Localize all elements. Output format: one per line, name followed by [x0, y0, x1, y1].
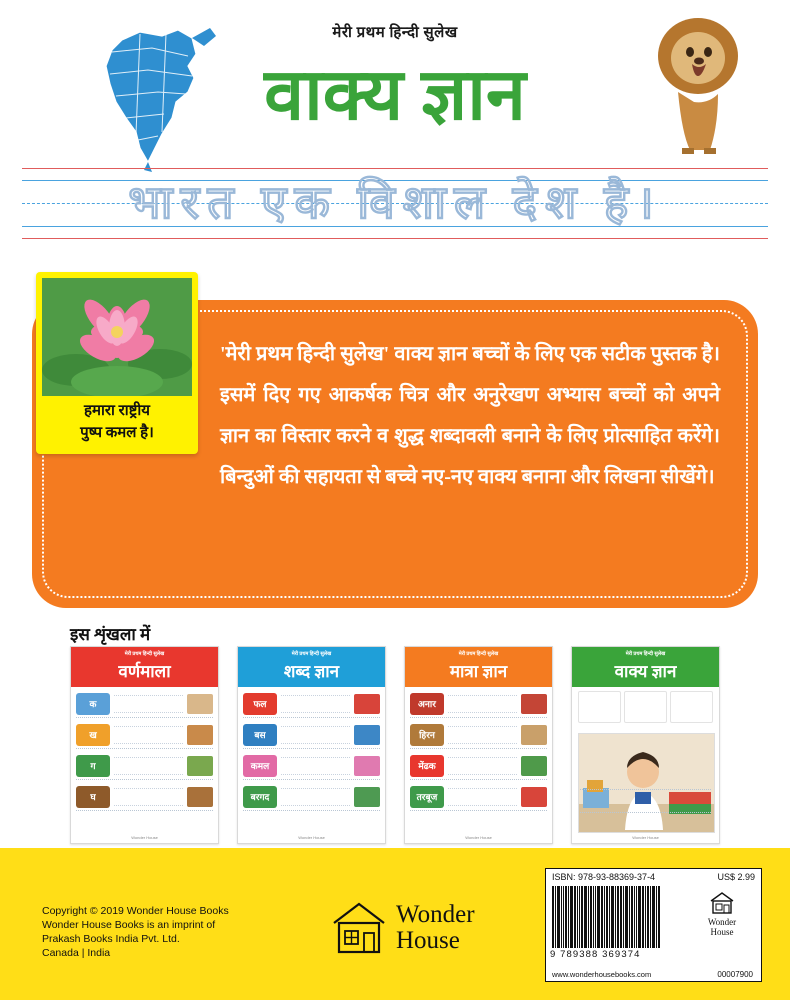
book-title: मात्रा ज्ञान	[449, 662, 508, 681]
rule-line-top	[22, 168, 768, 169]
book-footer: Wonder House	[632, 835, 659, 840]
book-title: वाक्य ज्ञान	[614, 662, 677, 681]
isbn-brand	[689, 891, 755, 937]
book-row	[243, 783, 380, 811]
trace-sentence: भारत एक विशाल देश है।	[128, 177, 662, 228]
description-text: 'मेरी प्रथम हिन्दी सुलेख' वाक्य ज्ञान बच्चों के लिए एक सटीक पुस्तक है। इसमें दिए गए आकर्षक चित्र और अनुरेखण अभ्यास बच्चों को अपने ज्ञान का विस्तार करने व शुद्ध शब्दावली बनाने के लिए प्रोत्साहित करेंगे। बिन्दुओं की सहायता से बच्चे नए-नए वाक्य बनाना और लिखना सीखेंगे।	[220, 343, 720, 488]
page-title: वाक्य ज्ञान	[264, 55, 526, 135]
isbn-box	[545, 868, 762, 982]
book-practice-lines	[448, 726, 517, 744]
book-thumb	[187, 787, 213, 807]
house-logo-icon	[709, 891, 735, 915]
book-header	[238, 647, 385, 687]
list-item[interactable]	[237, 646, 386, 844]
book-title: वर्णमाला	[118, 662, 171, 681]
book-footer: Wonder House	[298, 835, 325, 840]
series-line: मेरी प्रथम हिन्दी सुलेख	[332, 25, 458, 41]
lotus-caption-line1: हमारा राष्ट्रीय	[84, 403, 150, 419]
book-mini-cards	[578, 691, 713, 723]
lotus-caption	[36, 400, 198, 444]
book-practice-lines	[448, 757, 517, 775]
publisher-name	[396, 902, 475, 954]
book-row	[76, 690, 213, 718]
book-thumb	[521, 725, 547, 745]
mini-card	[578, 691, 621, 723]
book-series-label: मेरी प्रथम हिन्दी सुलेख	[625, 652, 666, 657]
book-thumb	[354, 725, 380, 745]
book-thumb	[187, 725, 213, 745]
book-chip: घ	[76, 786, 110, 808]
book-chip: बस	[243, 724, 277, 746]
publisher-name-line2: House	[396, 927, 460, 954]
book-chip: मेंढक	[410, 755, 444, 777]
book-row	[410, 690, 547, 718]
book-chip: ग	[76, 755, 110, 777]
header-section	[0, 0, 790, 250]
book-practice-lines	[448, 788, 517, 806]
book-practice-lines	[114, 726, 183, 744]
book-thumb	[187, 694, 213, 714]
series-book-list	[70, 646, 720, 842]
mini-card	[670, 691, 713, 723]
book-row	[410, 721, 547, 749]
book-thumb	[354, 694, 380, 714]
book-chip: बरगद	[243, 786, 277, 808]
copyright-block	[42, 904, 229, 960]
copyright-line: Copyright © 2019 Wonder House Books	[42, 905, 229, 917]
copyright-line: Prakash Books India Pvt. Ltd.	[42, 933, 180, 945]
list-item[interactable]	[571, 646, 720, 844]
house-logo-icon	[330, 901, 388, 955]
lotus-flower-photo	[42, 278, 192, 396]
book-thumb	[354, 787, 380, 807]
book-body	[71, 687, 218, 827]
book-row	[243, 690, 380, 718]
book-footer: Wonder House	[131, 835, 158, 840]
isbn-brand-line2: House	[710, 927, 734, 937]
book-chip: क	[76, 693, 110, 715]
book-practice-lines	[281, 788, 350, 806]
list-item[interactable]	[70, 646, 219, 844]
book-row	[410, 752, 547, 780]
book-series-label: मेरी प्रथम हिन्दी सुलेख	[458, 652, 499, 657]
book-chip: फल	[243, 693, 277, 715]
lotus-card	[36, 272, 198, 454]
book-chip: अनार	[410, 693, 444, 715]
publisher-name-line1: Wonder	[396, 901, 475, 928]
book-series-label: मेरी प्रथम हिन्दी सुलेख	[291, 652, 332, 657]
book-practice-lines	[580, 789, 711, 813]
book-series-label: मेरी प्रथम हिन्दी सुलेख	[124, 652, 165, 657]
book-thumb	[521, 694, 547, 714]
barcode-number: 9 789388 369374	[550, 949, 641, 960]
book-footer: Wonder House	[465, 835, 492, 840]
book-chip: तरबूज	[410, 786, 444, 808]
isbn-number: ISBN: 978-93-88369-37-4	[552, 872, 656, 882]
book-thumb	[354, 756, 380, 776]
price: US$ 2.99	[717, 872, 755, 882]
item-code: 00007900	[717, 970, 753, 979]
book-header	[405, 647, 552, 687]
book-practice-lines	[114, 788, 183, 806]
book-body	[405, 687, 552, 827]
book-body	[238, 687, 385, 827]
book-row	[410, 783, 547, 811]
book-row	[76, 721, 213, 749]
lion-photo	[638, 14, 758, 154]
book-row	[243, 721, 380, 749]
book-title: शब्द ज्ञान	[283, 662, 340, 681]
book-row	[76, 752, 213, 780]
book-practice-lines	[281, 695, 350, 713]
book-row	[243, 752, 380, 780]
publisher-logo	[330, 890, 530, 966]
book-chip: हिरन	[410, 724, 444, 746]
book-thumb	[187, 756, 213, 776]
book-header	[71, 647, 218, 687]
copyright-line: Canada | India	[42, 947, 111, 959]
book-thumb	[521, 787, 547, 807]
isbn-brand-name	[689, 917, 755, 937]
book-thumb	[521, 756, 547, 776]
rule-line-bottom	[22, 238, 768, 239]
website: www.wonderhousebooks.com	[552, 970, 652, 979]
book-row	[76, 783, 213, 811]
book-practice-lines	[448, 695, 517, 713]
copyright-line: Wonder House Books is an imprint of	[42, 919, 216, 931]
book-practice-lines	[281, 726, 350, 744]
book-practice-lines	[281, 757, 350, 775]
barcode-icon	[552, 886, 680, 948]
book-chip: ख	[76, 724, 110, 746]
isbn-top-row	[546, 869, 761, 882]
book-body	[572, 687, 719, 827]
lotus-caption-line2: पुष्प कमल है।	[80, 425, 154, 441]
tracing-lines	[22, 168, 768, 240]
book-header	[572, 647, 719, 687]
mini-card	[624, 691, 667, 723]
book-chip: कमल	[243, 755, 277, 777]
isbn-brand-line1: Wonder	[707, 917, 737, 927]
list-item[interactable]	[404, 646, 553, 844]
footer-section	[0, 848, 790, 1000]
series-heading: इस शृंखला में	[70, 625, 151, 644]
book-practice-lines	[114, 757, 183, 775]
book-practice-lines	[114, 695, 183, 713]
girl-studying-photo	[578, 733, 715, 833]
